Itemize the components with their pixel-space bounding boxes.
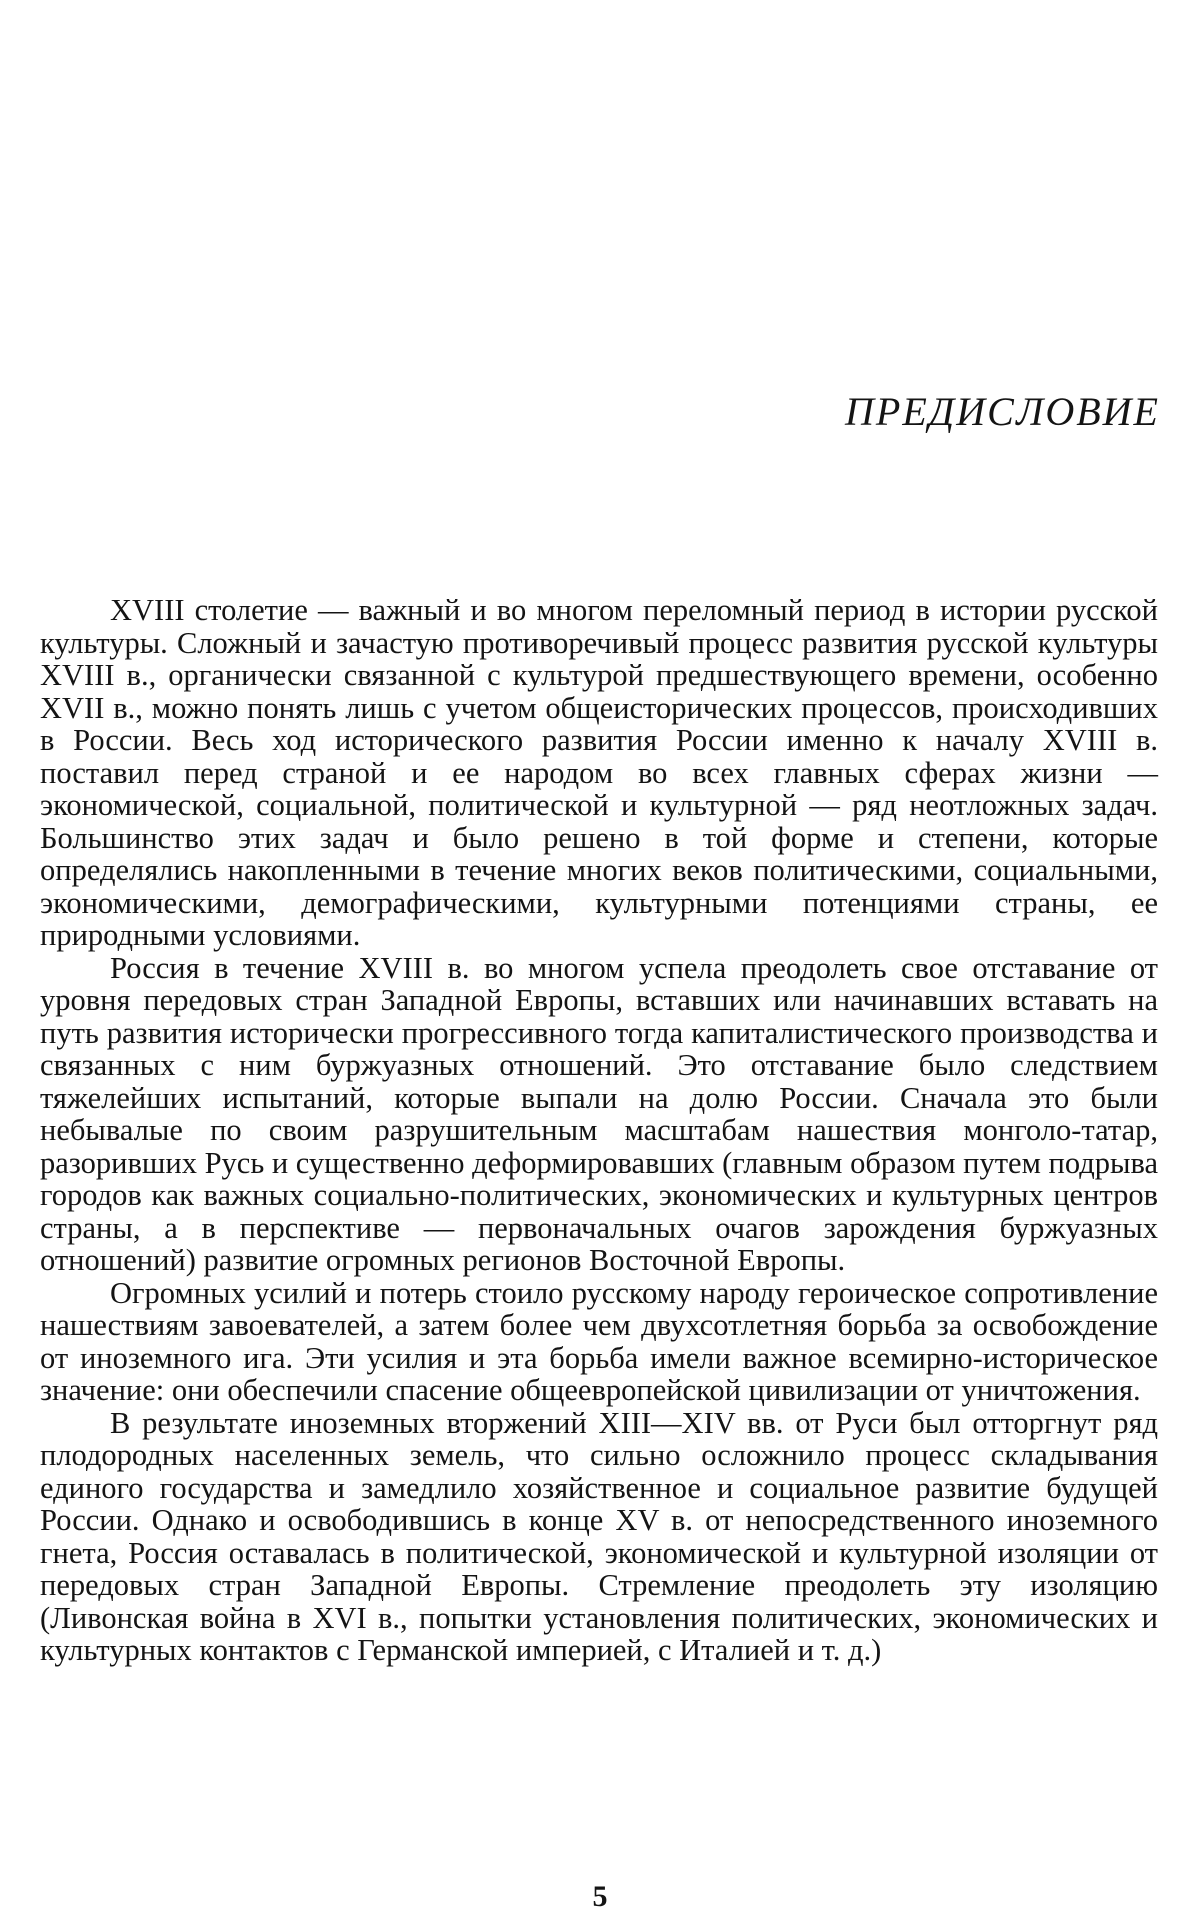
paragraph-3: Огромных усилий и потерь стоило русскому народу героическое сопротивление нашествиям завоевателей, а затем более чем двухсотлетняя борьба за освобождение от иноземного ига. Эти усилия и эта борьба имели важное всемирно-историческое значение: они обеспечили спасение общеевропейской цивилизации от уничтожения. [40,1275,1158,1407]
paragraph-1: XVIII столетие — важный и во многом переломный период в истории русской культуры. Сложный и зачастую противоречивый процесс развития русской культуры XVIII в., органически связанной с культурой предшествующего времени, особенно XVII в., можно понять лишь с учетом общеисторических процессов, происходивших в России. Весь ход исторического развития России именно к началу XVIII в. поставил перед страной и ее народом во всех главных сферах жизни — экономической, социальной, политической и культурной — ряд неотложных задач. Большинство этих задач и было решено в той форме и степени, которые определялись накопленными в течение многих веков политическими, социальными, экономическими, демографическими, культурными потенциями страны, ее природными условиями. [40,593,1158,952]
body-text [40,594,1158,1667]
paragraph-2: Россия в течение XVIII в. во многом успела преодолеть свое отставание от уровня передовых стран Западной Европы, вставших или начинавших вставать на путь развития исторически прогрессивного тогда капиталистического производства и связанных с ним буржуазных отношений. Это отставание было следствием тяжелейших испытаний, которые выпали на долю России. Сначала это были небывалые по своим разрушительным масштабам нашествия монголо-татар, разоривших Русь и существенно деформировавших (главным образом путем подрыва городов как важных социально-политических, экономических и культурных центров страны, а в перспективе — первоначальных очагов зарождения буржуазных отношений) развитие огромных регионов Восточной Европы. [40,950,1158,1277]
page-number: 5 [592,1880,608,1913]
paragraph-4: В результате иноземных вторжений XIII—XIV вв. от Руси был отторгнут ряд плодородных населенных земель, что сильно осложнило процесс складывания единого государства и замедлило хозяйственное и социальное развитие будущей России. Однако и освободившись в конце XV в. от непосредственного иноземного гнета, Россия оставалась в политической, экономической и культурной изоляции от передовых стран Западной Европы. Стремление преодолеть эту изоляцию (Ливонская война в XVI в., попытки установления политических, экономических и культурных контактов с Германской империей, с Италией и т. д.) [40,1405,1158,1667]
page-title: ПРЕДИСЛОВИЕ [845,389,1160,434]
